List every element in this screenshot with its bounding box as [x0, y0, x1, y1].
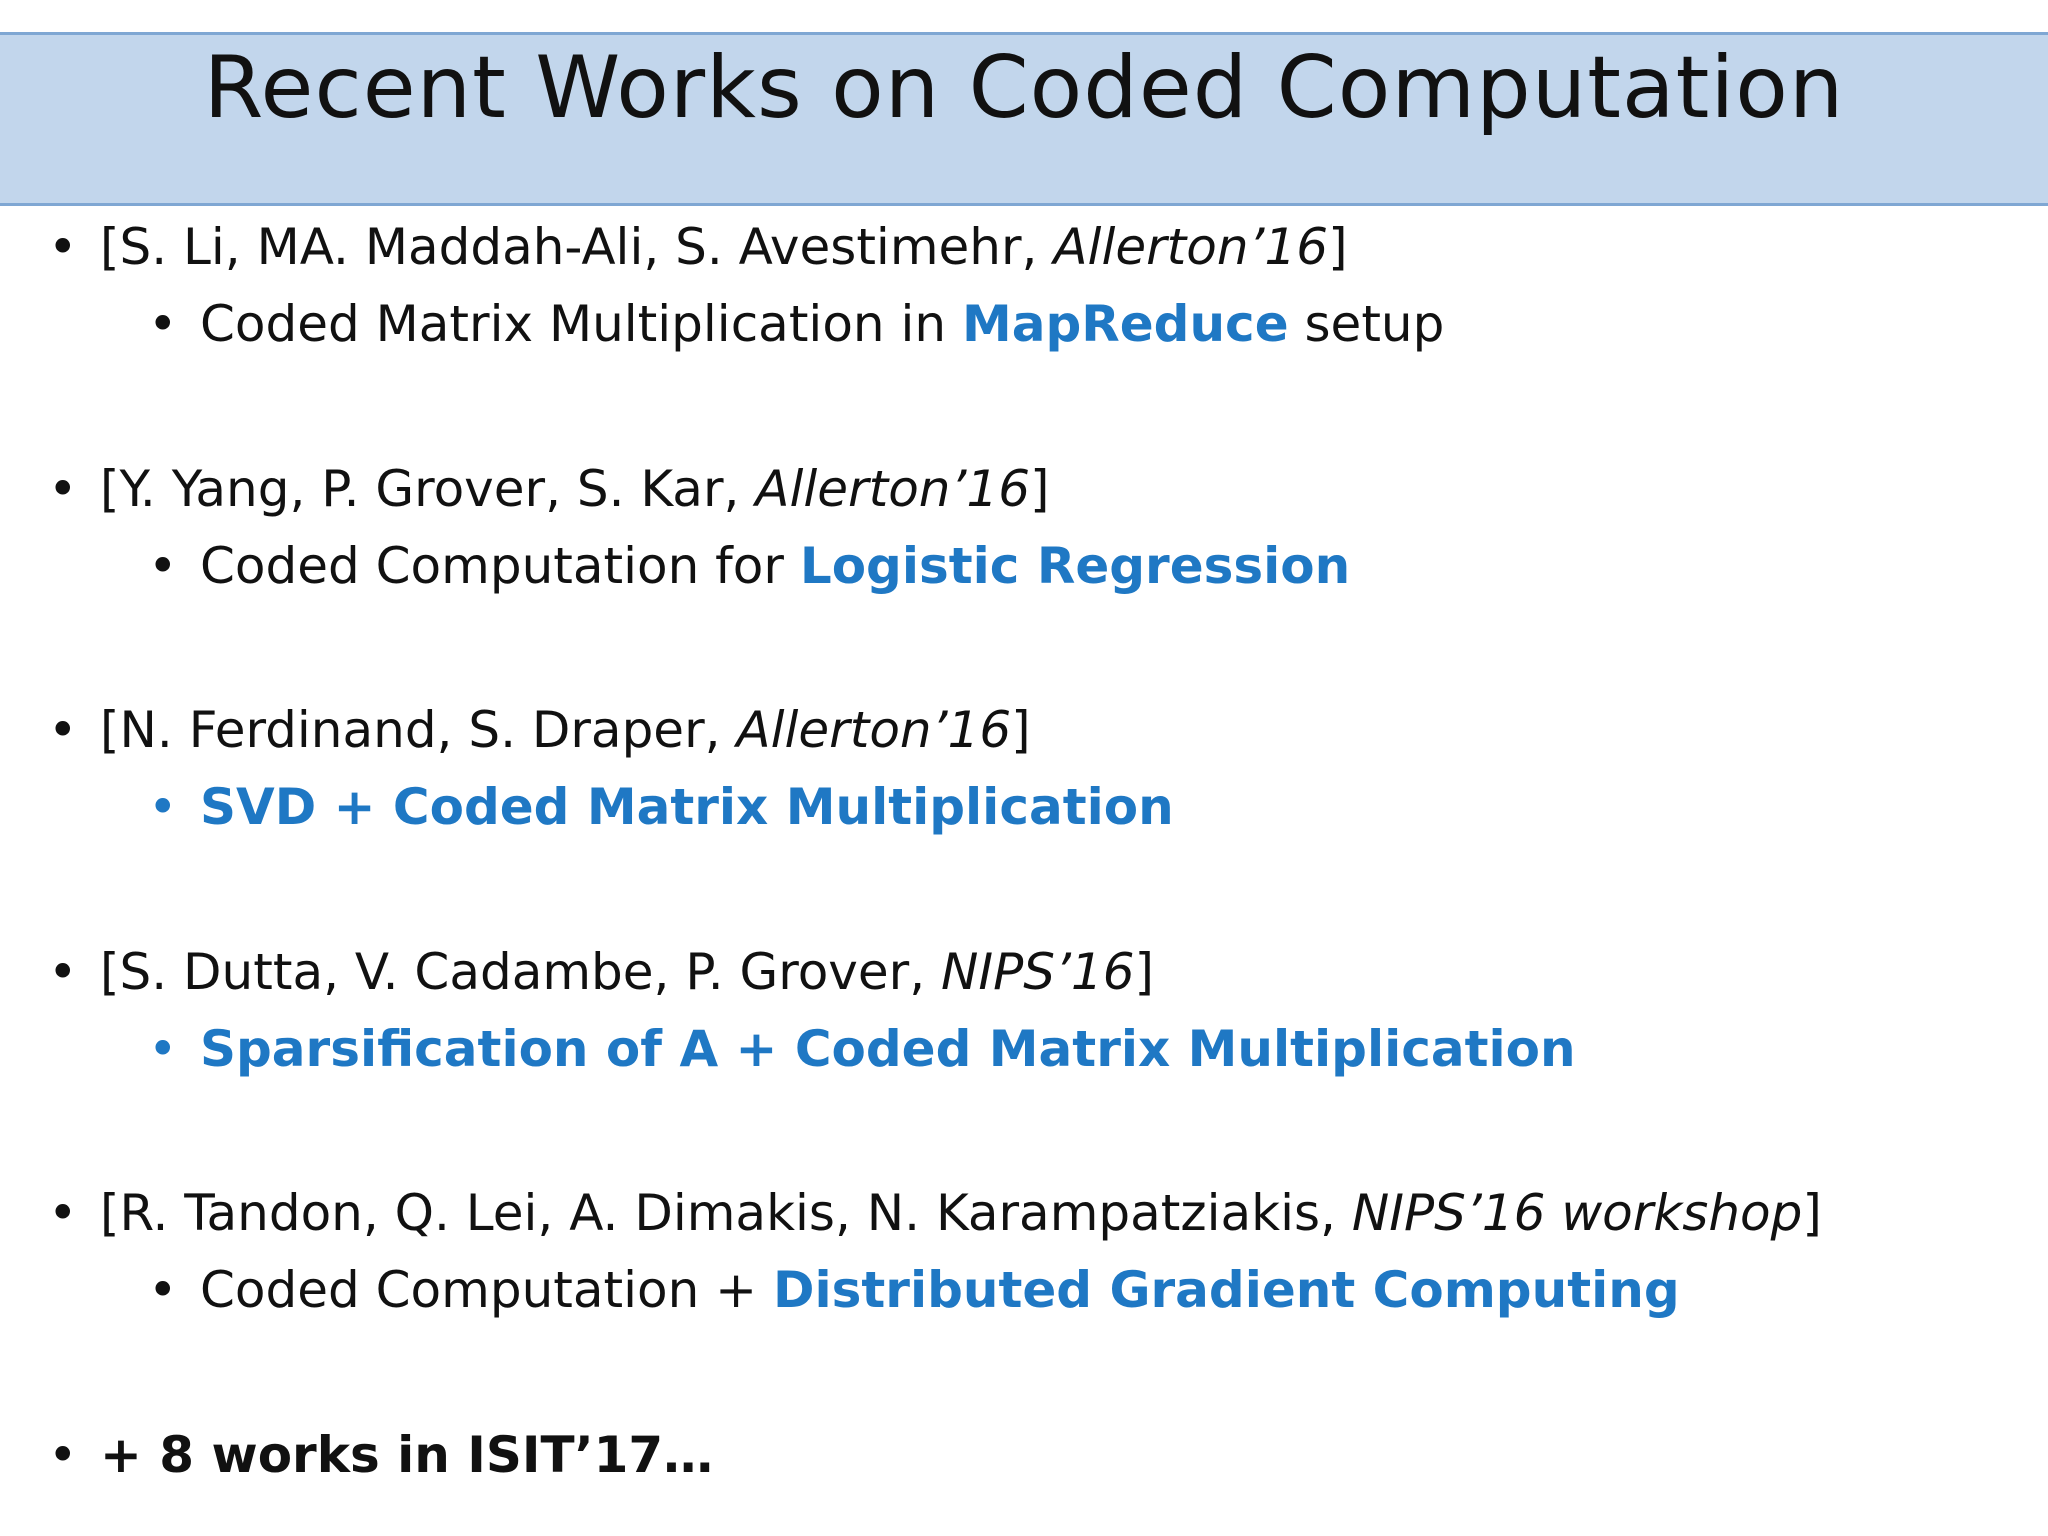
highlight-logistic-regression: Logistic Regression — [799, 537, 1351, 595]
highlight-distributed-gradient: Distributed Gradient Computing — [772, 1261, 1680, 1319]
reference-authors: S. Li, MA. Maddah-Ali, S. Avestimehr, — [119, 218, 1054, 276]
description-text: Coded Matrix Multiplication in — [200, 295, 962, 353]
bullet-icon: • — [48, 701, 78, 759]
highlight-svd-coded-matrix: SVD + Coded Matrix Multiplication — [200, 778, 1174, 836]
bullet-icon: • — [48, 218, 78, 276]
bullet-icon: • — [48, 1184, 78, 1242]
description-1 — [200, 294, 1444, 354]
description-tail: setup — [1288, 295, 1445, 353]
highlight-mapreduce: MapReduce — [961, 295, 1289, 353]
sub-bullet-icon: • — [148, 1261, 178, 1319]
sub-bullet-icon: • — [148, 295, 178, 353]
slide-title: Recent Works on Coded Computation — [203, 38, 1845, 138]
reference-2: [Y. Yang, P. Grover, S. Kar, Allerton’16] — [100, 460, 1050, 518]
reference-venue: Allerton’16 — [1053, 218, 1329, 276]
reference-4: [S. Dutta, V. Cadambe, P. Grover, NIPS’16] — [100, 943, 1155, 1001]
reference-authors: S. Dutta, V. Cadambe, P. Grover, — [119, 943, 941, 1001]
sub-bullet-icon: • — [148, 537, 178, 595]
reference-authors: Y. Yang, P. Grover, S. Kar, — [119, 460, 756, 518]
bullet-icon: • — [48, 1426, 78, 1484]
description-4 — [200, 1019, 1576, 1079]
reference-5: [R. Tandon, Q. Lei, A. Dimakis, N. Karampatziakis, NIPS’16 workshop] — [100, 1184, 1822, 1242]
bullet-icon: • — [48, 460, 78, 518]
reference-1: [S. Li, MA. Maddah-Ali, S. Avestimehr, Allerton’16] — [100, 218, 1348, 276]
final-item: + 8 works in ISIT’17… — [100, 1426, 714, 1484]
reference-authors: R. Tandon, Q. Lei, A. Dimakis, N. Karampatziakis, — [119, 1184, 1352, 1242]
bullet-icon: • — [48, 943, 78, 1001]
reference-venue: Allerton’16 — [736, 701, 1012, 759]
reference-venue: Allerton’16 — [755, 460, 1031, 518]
reference-venue: NIPS’16 workshop — [1351, 1184, 1803, 1242]
description-text: Coded Computation + — [200, 1261, 773, 1319]
sub-bullet-icon: • — [148, 778, 178, 836]
highlight-sparsification: Sparsification of A + Coded Matrix Multiplication — [200, 1020, 1576, 1078]
description-text: Coded Computation for — [200, 537, 800, 595]
reference-venue: NIPS’16 — [940, 943, 1135, 1001]
description-5 — [200, 1260, 1680, 1320]
reference-3: [N. Ferdinand, S. Draper, Allerton’16] — [100, 701, 1031, 759]
description-2 — [200, 536, 1350, 596]
description-3 — [200, 777, 1174, 837]
sub-bullet-icon: • — [148, 1020, 178, 1078]
reference-authors: N. Ferdinand, S. Draper, — [119, 701, 737, 759]
